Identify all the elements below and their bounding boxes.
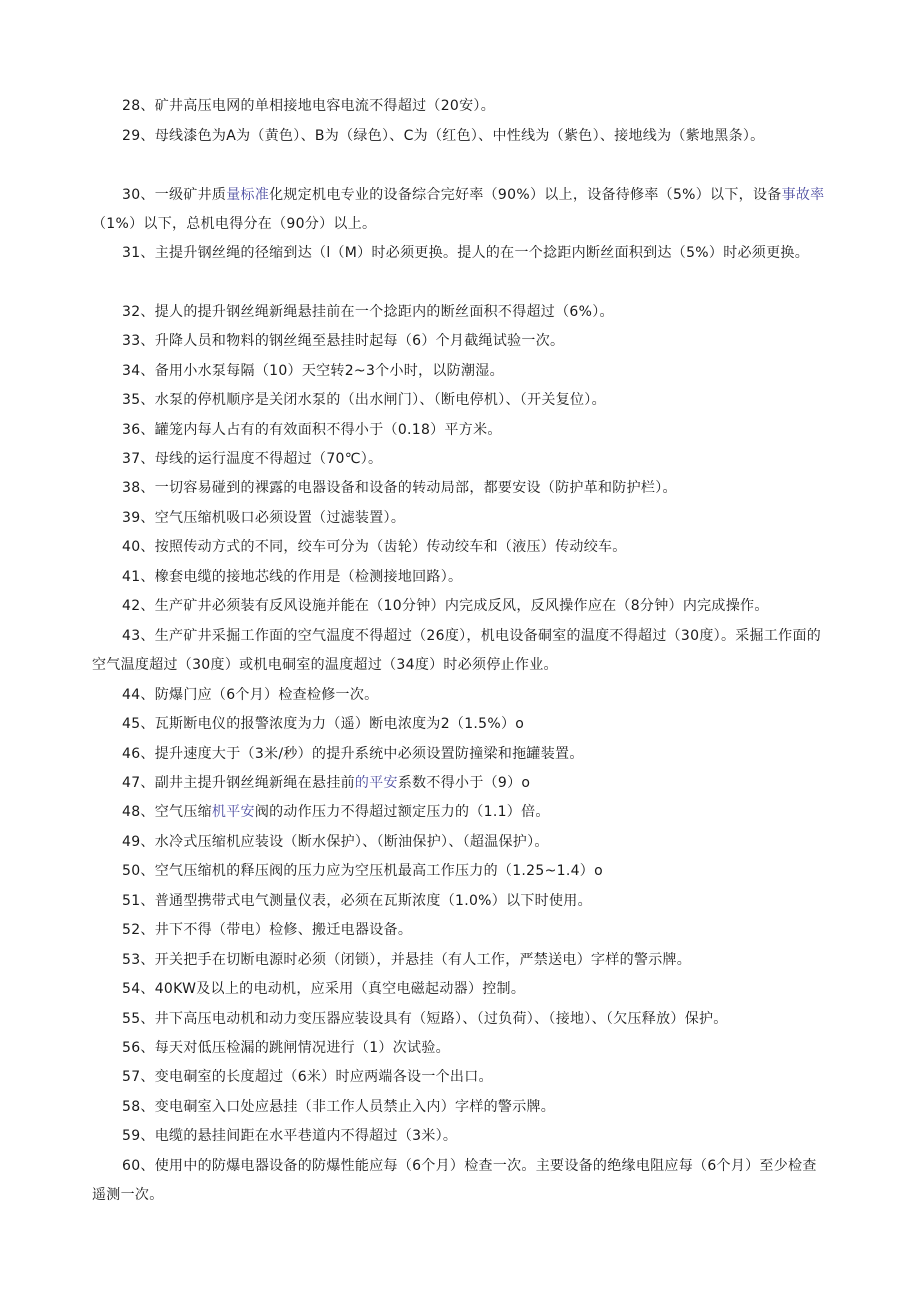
question-30-text: 30、一级矿井质 bbox=[122, 187, 227, 203]
question-48-highlight: 机平安 bbox=[211, 804, 255, 820]
question-30-text: （1%）以下，总机电得分在（90分）以上。 bbox=[92, 216, 377, 232]
question-42: 42、生产矿井必须装有反风设施并能在（10分钟）内完成反风，反风操作应在（8分钟）内完成操作。 bbox=[122, 598, 769, 614]
question-54: 54、40KW及以上的电动机，应采用（真空电磁起动器）控制。 bbox=[122, 981, 526, 997]
question-30-text: 化规定机电专业的设备综合完好率（90%）以上，设备待修率（5%）以下，设备 bbox=[269, 187, 782, 203]
question-32: 32、提人的提升钢丝绳新绳悬挂前在一个捻距内的断丝面积不得超过（6%）。 bbox=[122, 304, 614, 320]
question-56: 56、每天对低压检漏的跳闸情况进行（1）次试验。 bbox=[122, 1040, 450, 1056]
question-50: 50、空气压缩机的释压阀的压力应为空压机最高工作压力的（1.25~1.4）o bbox=[122, 863, 603, 879]
question-30-highlight: 量标准 bbox=[226, 187, 270, 203]
question-52: 52、井下不得（带电）检修、搬迁电器设备。 bbox=[122, 922, 413, 938]
question-47-text: 47、副井主提升钢丝绳新绳在悬挂前 bbox=[122, 775, 355, 791]
question-28: 28、矿井高压电网的单相接地电容电流不得超过（20安）。 bbox=[122, 98, 496, 114]
question-30-highlight: 事故率 bbox=[781, 187, 825, 203]
question-43: 43、生产矿井采掘工作面的空气温度不得超过（26度），机电设备硐室的温度不得超过（30度）。采掘工作面的空气温度超过（30度）或机电硐室的温度超过（34度）时必须停止作业。 bbox=[92, 628, 822, 673]
question-59: 59、电缆的悬挂间距在水平巷道内不得超过（3米）。 bbox=[122, 1128, 458, 1144]
question-30 bbox=[92, 181, 826, 239]
question-41: 41、橡套电缆的接地芯线的作用是（检测接地回路）。 bbox=[122, 569, 463, 585]
question-33: 33、升降人员和物料的钢丝绳至悬挂时起每（6）个月截绳试验一次。 bbox=[122, 333, 565, 349]
question-36: 36、罐笼内每人占有的有效面积不得小于（0.18）平方米。 bbox=[122, 422, 502, 438]
question-40: 40、按照传动方式的不同，绞车可分为（齿轮）传动绞车和（液压）传动绞车。 bbox=[122, 539, 627, 555]
question-46: 46、提升速度大于（3米/秒）的提升系统中必须设置防撞梁和拖罐装置。 bbox=[122, 746, 584, 762]
question-48 bbox=[92, 798, 826, 827]
question-44: 44、防爆门应（6个月）检查检修一次。 bbox=[122, 687, 379, 703]
question-58: 58、变电硐室入口处应悬挂（非工作人员禁止入内）字样的警示牌。 bbox=[122, 1099, 556, 1115]
question-49: 49、水冷式压缩机应装设（断水保护）、（断油保护）、（超温保护）。 bbox=[122, 834, 549, 850]
question-47-text: 系数不得小于（9）o bbox=[397, 775, 531, 791]
question-37: 37、母线的运行温度不得超过（70℃）。 bbox=[122, 451, 383, 467]
question-48-text: 48、空气压缩 bbox=[122, 804, 212, 820]
question-39: 39、空气压缩机吸口必须设置（过滤装置）。 bbox=[122, 510, 406, 526]
question-53: 53、开关把手在切断电源时必须（闭锁），并悬挂（有人工作，严禁送电）字样的警示牌。 bbox=[122, 952, 692, 968]
question-57: 57、变电硐室的长度超过（6米）时应两端各设一个出口。 bbox=[122, 1069, 493, 1085]
question-51: 51、普通型携带式电气测量仪表，必须在瓦斯浓度（1.0%）以下时使用。 bbox=[122, 893, 592, 909]
question-45: 45、瓦斯断电仪的报警浓度为力（遥）断电浓度为2（1.5%）o bbox=[122, 716, 525, 732]
question-60: 60、使用中的防爆电器设备的防爆性能应每（6个月）检查一次。主要设备的绝缘电阻应每（6个月）至少检查遥测一次。 bbox=[92, 1158, 817, 1203]
question-38: 38、一切容易碰到的裸露的电器设备和设备的转动局部，都要安设（防护革和防护栏）。 bbox=[122, 480, 677, 496]
question-34: 34、备用小水泵每隔（10）天空转2~3个小时，以防潮湿。 bbox=[122, 363, 504, 379]
question-29: 29、母线漆色为A为（黄色）、B为（绿色）、C为（红色）、中性线为（紫色）、接地线为（紫地黑条）。 bbox=[122, 128, 765, 144]
question-55: 55、井下高压电动机和动力变压器应装设具有（短路）、（过负荷）、（接地）、（欠压释放）保护。 bbox=[122, 1011, 728, 1027]
question-47 bbox=[92, 769, 826, 798]
question-35: 35、水泵的停机顺序是关闭水泵的（出水闸门）、（断电停机）、（开关复位）。 bbox=[122, 392, 606, 408]
question-48-text: 阀的动作压力不得超过额定压力的（1.1）倍。 bbox=[254, 804, 550, 820]
question-47-highlight: 的平安 bbox=[354, 775, 398, 791]
question-31: 31、主提升钢丝绳的径缩到达（l（M）时必须更换。提人的在一个捻距内断丝面积到达（5%）时必须更换。 bbox=[122, 245, 809, 261]
